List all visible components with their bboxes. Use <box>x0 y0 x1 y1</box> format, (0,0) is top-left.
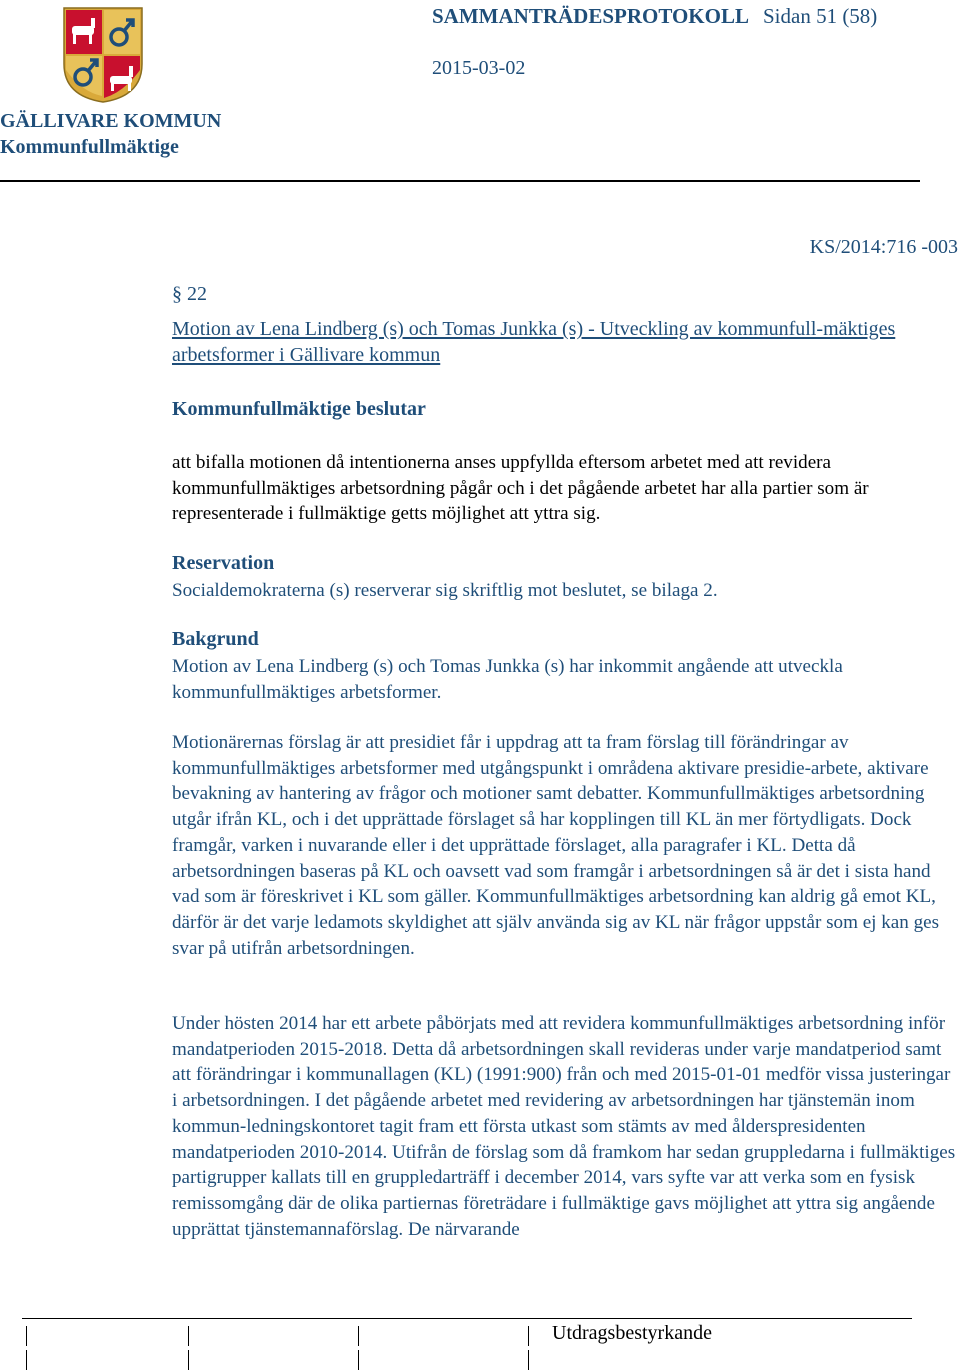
decision-text: att bifalla motionen då intentionerna anses uppfyllda eftersom arbetet med att revidera kommunfullmäktiges arbetsordning pågår och i det pågående arbetet har alla partier som är representerade i fullmäktige getts möjlighet att yttra sig. <box>172 452 869 525</box>
municipality-name: GÄLLIVARE KOMMUN <box>0 110 222 132</box>
organization-block <box>0 108 221 160</box>
signature-box-divider <box>358 1326 359 1346</box>
background-intro: Motion av Lena Lindberg (s) och Tomas Junkka (s) har inkommit angående att utveckla kommunfullmäktiges arbetsformer. <box>172 656 843 703</box>
background-paragraph: Motionärernas förslag är att presidiet får i uppdrag att ta fram förslag till förändringar av kommunfullmäktiges arbetsformer med utgångspunkt i områdena aktivare presidie-arbete, aktivare bevakning av hantering av frågor och motioner samt debatter. Kommunfullmäktiges arbetsordning utgår ifrån KL, och i det upprättade förslaget så har kopplingen till KL än mer förtydligats. Dock framgår, varken i nuvarande eller i det upprättade förslaget, alla paragrafer i KL. Detta då arbetsordningen baseras på KL och oavsett vad som framgår i arbetsordningen så är det i sista hand vad som är föreskrivet i KL som gäller. Kommunfullmäktiges arbetsordning kan aldrig gå emot KL, därför är det varje ledamots skyldighet att själv använda sig av KL när frågor uppstår som ej kan ges svar på utifrån arbetsordningen. <box>172 732 940 959</box>
reservation-heading: Reservation <box>172 552 275 574</box>
signature-box-divider <box>188 1350 189 1370</box>
background-paragraph: Under hösten 2014 har ett arbete påbörjats med att revidera kommunfullmäktiges arbetsordning inför mandatperioden 2015-2018. Detta då arbetsordningen skall revideras under varje mandatperiod samt att förändringar i kommunallagen (KL) (1991:900) från och med 2015-01-01 medför vissa justeringar i arbetsordningen. I det pågående arbetet med revidering av arbetsordningen har tjänstemän inom kommun-ledningskontoret tagit fram ett första utkast som stämts av med ålderspresidenten mandatperioden 2010-2014. Utifrån de förslag som då framkom har sedan gruppledarna i fullmäktiges partigrupper kallats till en gruppledarträff i december 2014, vars syfte var att verka som en fysisk remissomgång där de olika partiernas företrädare i fullmäktige gavs möjlighet att yttra sig angående upprättat tjänstemannaförslag. De närvarande <box>172 1013 956 1240</box>
municipal-crest-icon <box>62 6 144 104</box>
extract-certification-label: Utdragsbestyrkande <box>552 1322 712 1344</box>
protocol-title: SAMMANTRÄDESPROTOKOLL <box>432 4 749 28</box>
decision-heading: Kommunfullmäktige beslutar <box>172 398 426 420</box>
signature-box-divider <box>358 1350 359 1370</box>
signature-box-divider <box>26 1350 27 1370</box>
body-name: Kommunfullmäktige <box>0 136 179 158</box>
subject-title: Motion av Lena Lindberg (s) och Tomas Junkka (s) - Utveckling av kommunfull-mäktiges arbetsformer i Gällivare kommun <box>172 318 896 366</box>
reservation-text: Socialdemokraterna (s) reserverar sig skriftlig mot beslutet, se bilaga 2. <box>172 580 718 601</box>
signature-box-divider <box>528 1350 529 1370</box>
signature-box-divider <box>26 1326 27 1346</box>
header-divider <box>0 180 920 182</box>
footer-divider <box>22 1318 912 1319</box>
case-number: KS/2014:716 -003 <box>809 236 958 258</box>
background-heading: Bakgrund <box>172 628 259 650</box>
signature-box-divider <box>188 1326 189 1346</box>
signature-box-divider <box>528 1326 529 1346</box>
document-title <box>432 4 877 29</box>
page-number: Sidan 51 (58) <box>762 4 878 28</box>
section-number: § 22 <box>172 283 207 305</box>
meeting-date: 2015-03-02 <box>432 57 526 79</box>
